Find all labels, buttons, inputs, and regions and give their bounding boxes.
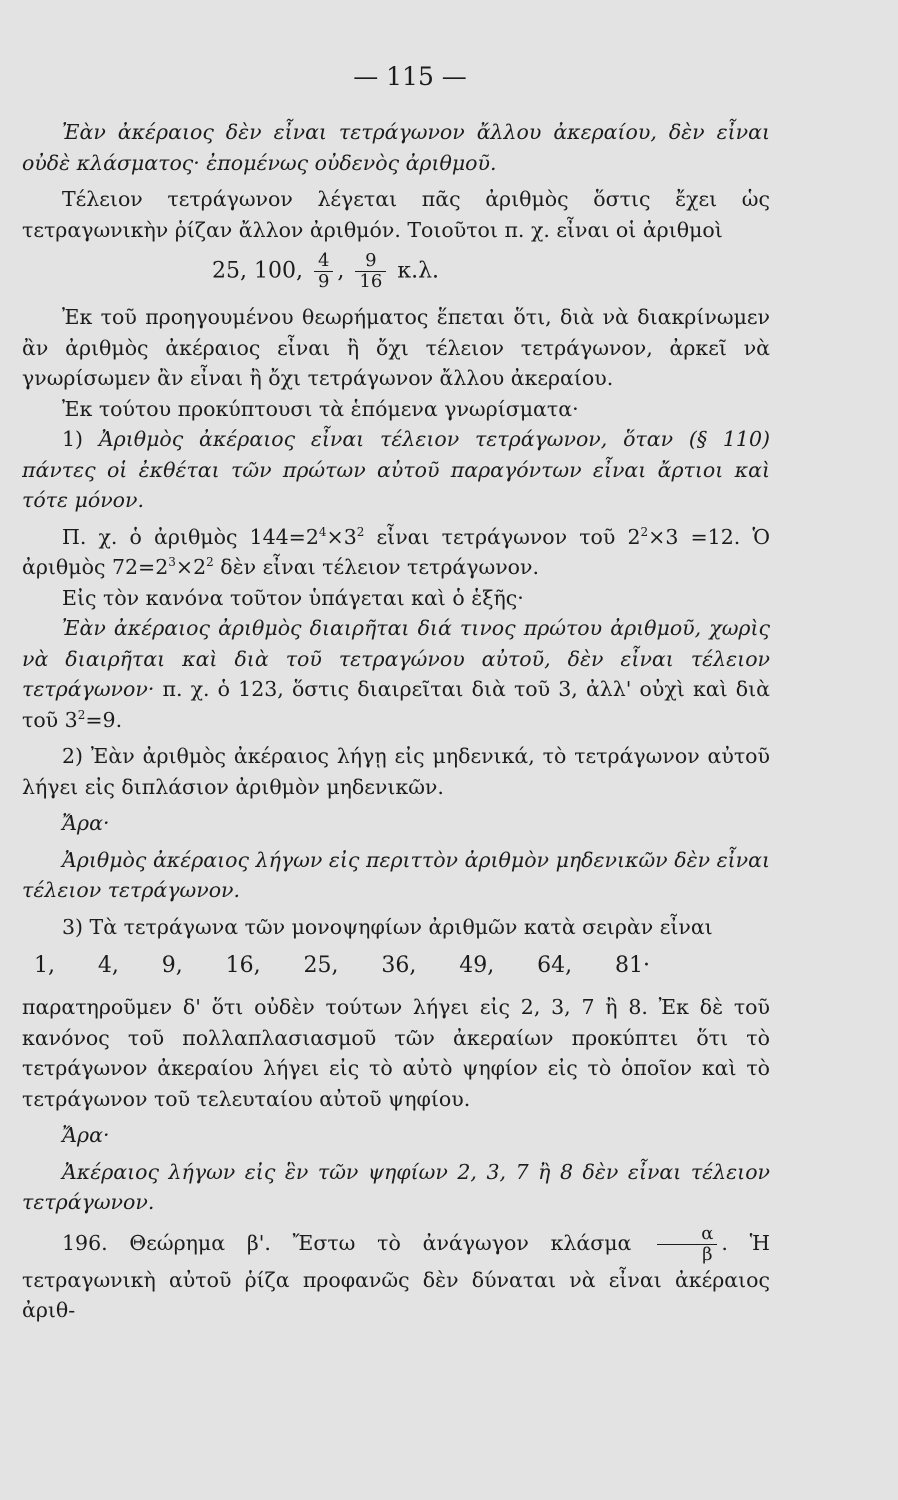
fraction-tail: κ.λ. xyxy=(397,258,440,284)
fraction-numerator: α xyxy=(657,1224,717,1245)
theorem-text: . Ἡ τετραγωνικὴ αὐτοῦ ῥίζα προφανῶς δὲν δύναται νὰ εἶναι ἀκέραιος ἀριθ- xyxy=(22,1230,771,1322)
fraction-examples: 25, 100, $\frac{4}{9}$ , $\frac{9}{16}$ κ.λ. xyxy=(212,250,440,292)
fraction-numerator: 9 xyxy=(355,251,386,272)
fraction-numerator: 4 xyxy=(314,251,333,272)
theorem-196 xyxy=(22,1224,770,1326)
conclusion-1: Ἀριθμὸς ἀκέραιος λήγων εἰς περιττὸν ἀριθμὸν μηδενικῶν δὲν εἶναι τέλειον τετράγωνον. xyxy=(22,847,770,902)
exponent: 4 xyxy=(318,524,327,539)
rule-1 xyxy=(22,424,770,516)
paragraph-13: παρατηροῦμεν δ' ὅτι οὐδὲν τούτων λήγει εἰς 2, 3, 7 ἢ 8. Ἐκ δὲ τοῦ κανόνος τοῦ πολλαπλασιασμοῦ τῶν ἀκεραίων προκύπτει ὅτι τὸ τετράγωνον ἀκεραίου λήγει εἰς τὸ αὐτὸ ψηφίον εἰς τὸ ὁποῖον καὶ τὸ τετράγωνον τοῦ τελευταίου αὐτοῦ ψηφίου. xyxy=(22,995,770,1111)
paragraph-8 xyxy=(22,613,770,735)
exponent: 2 xyxy=(206,555,214,570)
paragraph-1: Ἐὰν ἀκέραιος δὲν εἶναι τετράγωνον ἄλλου ἀκεραίου, δὲν εἶναι οὐδὲ κλάσματος· ἐπομένως οὐδενὸς ἀριθμοῦ. xyxy=(22,120,770,175)
paragraph-7: Εἰς τὸν κανόνα τοῦτον ὑπάγεται καὶ ὁ ἑξῆς· xyxy=(62,585,524,610)
example-text: ×3 xyxy=(326,524,357,549)
squares-list xyxy=(22,950,770,982)
square-value: 36, xyxy=(381,953,417,978)
example-text: εἶναι τετράγωνον τοῦ 2 xyxy=(364,524,641,549)
square-value: 1, xyxy=(34,953,55,978)
example-text: ×2 xyxy=(175,555,207,579)
paragraph-2: Τέλειον τετράγωνον λέγεται πᾶς ἀριθμὸς ὅστις ἔχει ὡς τετραγωνικὴν ῥίζαν ἄλλον ἀριθμόν. Τοιοῦτοι π. χ. εἶναι οἱ ἀριθμοὶ xyxy=(22,187,770,242)
rule-1-text: Ἀριθμὸς ἀκέραιος εἶναι τέλειον τετράγωνον, ὅταν (§ 110) πάντες οἱ ἐκθέται τῶν πρώτων αὐτοῦ παραγόντων εἶναι ἄρτιοι καὶ τότε μόνον. xyxy=(22,427,770,512)
square-value: 25, xyxy=(303,953,339,978)
rule-number: 1) xyxy=(62,427,84,451)
rule-3: 3) Τὰ τετράγωνα τῶν μονοψηφίων ἀριθμῶν κατὰ σειρὰν εἶναι xyxy=(62,914,713,939)
exponent: 3 xyxy=(168,555,176,570)
exponent: 2 xyxy=(640,524,649,539)
fraction-denominator: 9 xyxy=(317,271,330,292)
square-value: 4, xyxy=(97,953,119,978)
fraction-9-16 xyxy=(355,251,386,292)
fraction-denominator: β xyxy=(702,1243,713,1265)
square-value: 64, xyxy=(537,953,573,978)
example-text: =9. xyxy=(85,707,123,732)
rule-2: 2) Ἐὰν ἀριθμὸς ἀκέραιος λήγῃ εἰς μηδενικά, τὸ τετράγωνον αὐτοῦ λήγει εἰς διπλάσιον ἀριθμὸν μηδενικῶν. xyxy=(22,744,770,799)
exponent: 2 xyxy=(77,707,86,722)
theorem-text: 196. Θεώρημα β'. Ἔστω τὸ ἀνάγωγον κλάσμα xyxy=(62,1230,632,1255)
therefore-1: Ἄρα· xyxy=(62,811,110,835)
conclusion-2: Ἀκέραιος λήγων εἰς ἓν τῶν ψηφίων 2, 3, 7 ἢ 8 δὲν εἶναι τέλειον τετράγωνον. xyxy=(22,1159,770,1214)
fraction-lead: 25, 100, xyxy=(212,258,303,284)
paragraph-3: Ἐκ τοῦ προηγουμένου θεωρήματος ἕπεται ὅτι, διὰ νὰ διακρίνωμεν ἂν ἀριθμὸς ἀκέραιος εἶναι ἢ ὄχι τέλειον τετράγωνον, ἀρκεῖ νὰ γνωρίσωμεν ἂν εἶναι ἢ ὄχι τετράγωνον ἄλλου ἀκεραίου. xyxy=(22,305,770,390)
fraction-4-9 xyxy=(314,251,333,292)
example-144 xyxy=(22,522,770,583)
rule-text: Ἐὰν ἀκέραιος ἀριθμὸς διαιρῆται διά τινος πρώτου ἀριθμοῦ, χωρὶς νὰ διαιρῆται καὶ διὰ τοῦ τετραγώνου αὐτοῦ, δὲν εἶναι τέλειον τετράγωνον· xyxy=(22,616,770,701)
square-value: 49, xyxy=(459,953,495,978)
fraction-denominator: 16 xyxy=(359,271,383,292)
square-value: 16, xyxy=(225,953,261,978)
example-text: Π. χ. ὁ ἀριθμὸς 144=2 xyxy=(62,524,319,549)
fraction-a-b xyxy=(657,1224,717,1265)
example-text: ×3 =12. Ὁ ἀριθμὸς 72=2 xyxy=(22,524,771,579)
page-number: — 115 — xyxy=(353,62,467,91)
exponent: 2 xyxy=(356,524,365,539)
therefore-2: Ἄρα· xyxy=(62,1123,110,1147)
square-value: 81· xyxy=(615,953,650,978)
paragraph-4: Ἐκ τούτου προκύπτουσι τὰ ἑπόμενα γνωρίσματα· xyxy=(62,396,579,421)
square-value: 9, xyxy=(161,953,183,978)
example-text: π. χ. ὁ 123, ὅστις διαιρεῖται διὰ τοῦ 3, ἀλλ' οὐχὶ καὶ διὰ τοῦ 3 xyxy=(22,677,770,732)
example-text: δὲν εἶναι τέλειον τετράγωνον. xyxy=(213,555,540,579)
